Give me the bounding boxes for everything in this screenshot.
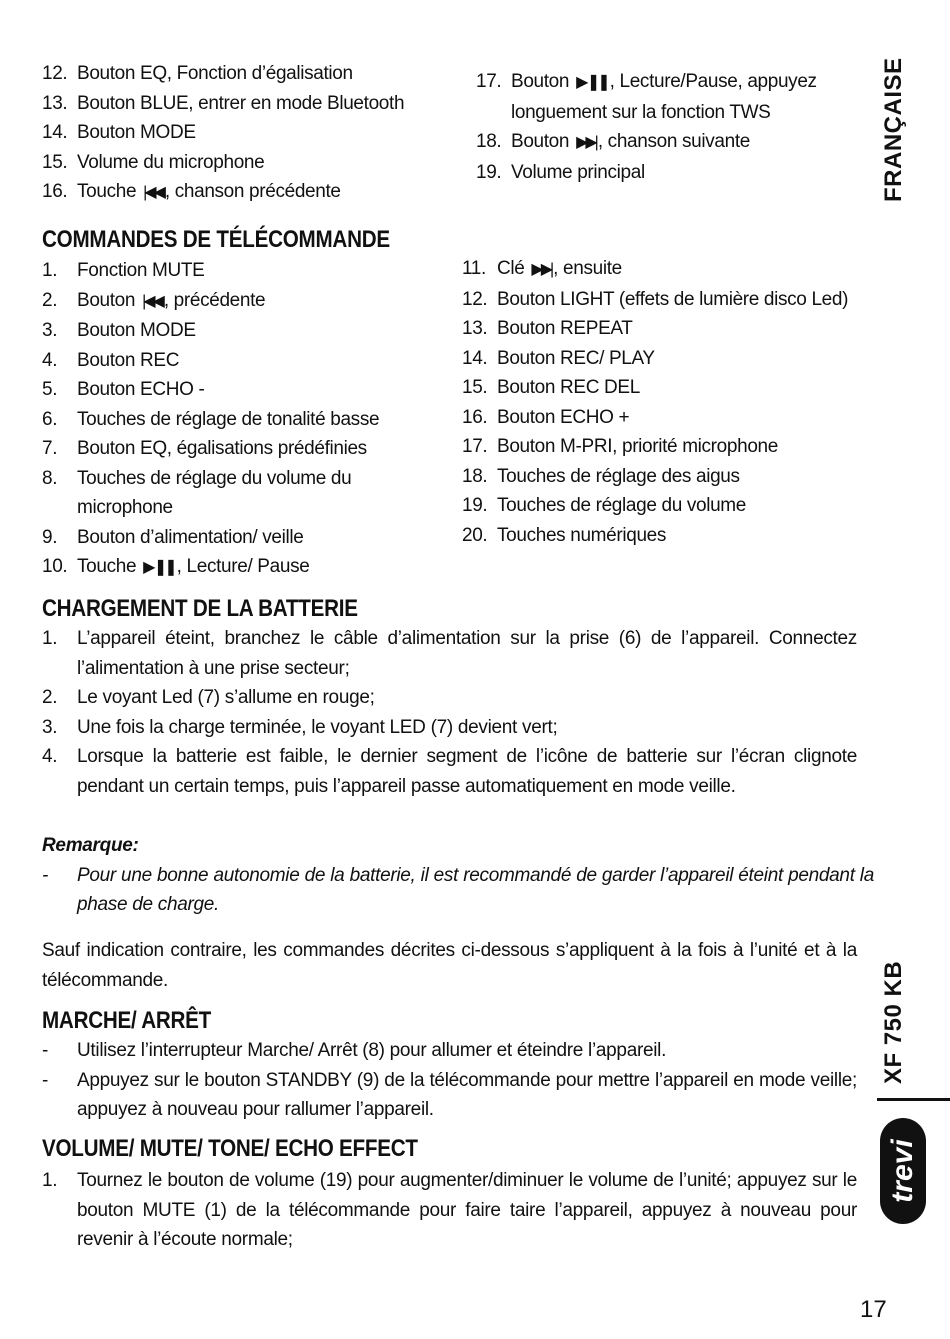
item-text: Appuyez sur le bouton STANDBY (9) de la télécommande pour mettre l’appareil en mode veille; appuyez à nouveau pour rallumer l’appareil. xyxy=(77,1069,857,1120)
item-text-post: , ensuite xyxy=(553,258,622,279)
item-number: 11. xyxy=(462,258,486,279)
list-item xyxy=(42,1036,857,1066)
item-number: 17. xyxy=(476,71,502,92)
item-number: - xyxy=(42,1069,49,1091)
list-item xyxy=(462,314,848,344)
item-number: 15. xyxy=(462,377,488,398)
list-item xyxy=(42,552,379,583)
item-number: 10. xyxy=(42,556,68,577)
list-item xyxy=(462,462,848,492)
list-item xyxy=(462,521,848,551)
list-item xyxy=(42,286,379,317)
list-item xyxy=(42,177,404,208)
list-item xyxy=(476,67,817,98)
item-text xyxy=(77,177,341,208)
item-number: 18. xyxy=(476,131,502,152)
item-number: 5. xyxy=(42,379,58,400)
item-number: 3. xyxy=(42,320,58,341)
item-text: Lorsque la batterie est faible, le dernier segment de l’icône de batterie sur l’écran clignote pendant un certain temps, puis l’appareil passe automatiquement en mode veille. xyxy=(77,746,857,797)
sidebar-divider xyxy=(877,1098,950,1101)
item-number: 1. xyxy=(42,628,58,649)
list-item xyxy=(476,127,817,158)
item-number: 12. xyxy=(462,288,488,310)
item-text: Touches numériques xyxy=(497,524,667,546)
item-text: Bouton MODE xyxy=(77,320,196,341)
item-text-pre: Touche xyxy=(77,181,137,202)
list-item xyxy=(42,624,857,683)
item-text: Bouton ECHO - xyxy=(77,379,205,400)
top-right-list xyxy=(476,67,817,187)
item-text: Bouton REC xyxy=(77,349,180,371)
item-number: 2. xyxy=(42,687,58,708)
list-item xyxy=(42,523,379,553)
list-item xyxy=(42,493,379,523)
battery-heading: CHARGEMENT DE LA BATTERIE xyxy=(42,595,358,622)
item-number: 16. xyxy=(462,406,488,428)
item-text: Touches de réglage du volume du xyxy=(77,467,352,489)
logo-text: trevi xyxy=(886,1139,919,1203)
list-item xyxy=(42,1066,857,1125)
remote-left-list xyxy=(42,256,379,583)
list-item xyxy=(42,118,404,148)
note-dash: - xyxy=(42,864,49,886)
item-text-pre: Touche xyxy=(77,556,137,577)
item-number: 15. xyxy=(42,151,68,173)
item-text: Volume principal xyxy=(511,161,645,183)
item-number: 18. xyxy=(462,465,488,487)
volume-list xyxy=(42,1166,857,1255)
list-item xyxy=(42,346,379,376)
media-button-icon: ▶▶| xyxy=(576,134,596,151)
list-item xyxy=(462,344,848,374)
item-number: 3. xyxy=(42,716,58,738)
list-item xyxy=(462,254,848,285)
list-item xyxy=(42,405,379,435)
item-text: Bouton MODE xyxy=(77,122,196,143)
item-text: Bouton REPEAT xyxy=(497,318,633,339)
note-text: Pour une bonne autonomie de la batterie, il est recommandé de garder l’appareil éteint pendant la phase de charge. xyxy=(77,864,874,915)
item-text-post: , chanson suivante xyxy=(597,131,750,152)
item-number: 14. xyxy=(42,122,68,143)
battery-note xyxy=(42,831,874,920)
model-label: XF 750 KB xyxy=(880,960,907,1084)
list-item xyxy=(42,148,404,178)
language-label: FRANÇAISE xyxy=(880,57,907,202)
list-item xyxy=(42,713,857,743)
media-button-icon: ▶ ❚❚ xyxy=(143,559,175,576)
item-text-pre: Bouton xyxy=(511,131,570,152)
item-number: 19. xyxy=(462,495,488,516)
item-number: 9. xyxy=(42,526,58,548)
list-item xyxy=(42,375,379,405)
item-text-pre: Bouton xyxy=(511,71,570,92)
page-number: 17 xyxy=(860,1296,887,1323)
item-text: Le voyant Led (7) s’allume en rouge; xyxy=(77,687,375,708)
item-text: Bouton LIGHT (effets de lumière disco Led) xyxy=(497,288,849,310)
list-item xyxy=(42,683,857,713)
item-number: 13. xyxy=(462,318,488,339)
list-item xyxy=(462,373,848,403)
list-item xyxy=(42,59,404,89)
item-text-post: , Lecture/Pause, appuyez xyxy=(609,71,817,92)
item-text: Bouton ECHO + xyxy=(497,406,630,428)
item-text-post: , Lecture/ Pause xyxy=(176,556,310,577)
item-number xyxy=(42,493,77,523)
item-text xyxy=(77,286,265,317)
item-text-pre: Clé xyxy=(497,258,525,279)
list-item xyxy=(462,403,848,433)
item-text: Utilisez l’interrupteur Marche/ Arrêt (8) pour allumer et éteindre l’appareil. xyxy=(77,1040,667,1061)
media-button-icon: ▶▶| xyxy=(531,261,552,278)
item-number: 19. xyxy=(476,161,502,183)
item-text: L’appareil éteint, branchez le câble d’alimentation sur la prise (6) de l’appareil. Connectez l’alimentation à une prise secteur; xyxy=(77,628,857,679)
item-number: 2. xyxy=(42,289,58,311)
item-text: Tournez le bouton de volume (19) pour augmenter/diminuer le volume de l’unité; appuyez sur le bouton MUTE (1) de la télécommande pour faire taire l’appareil, appuyez à nouveau pour revenir à l’écoute normale; xyxy=(77,1170,857,1250)
item-text xyxy=(511,67,817,98)
item-text xyxy=(77,552,309,583)
item-number xyxy=(476,98,511,128)
item-number: 12. xyxy=(42,63,68,84)
media-button-icon: |◀◀ xyxy=(143,184,163,201)
power-heading: MARCHE/ ARRÊT xyxy=(42,1007,212,1034)
item-number: 1. xyxy=(42,260,58,281)
list-item xyxy=(462,285,848,315)
item-number: 4. xyxy=(42,746,58,767)
list-item xyxy=(42,256,379,286)
item-number: 17. xyxy=(462,436,488,457)
item-text: Bouton REC DEL xyxy=(497,377,640,398)
item-text: Touches de réglage des aigus xyxy=(497,465,740,487)
list-item xyxy=(42,316,379,346)
item-number: 16. xyxy=(42,181,68,202)
volume-heading: VOLUME/ MUTE/ TONE/ ECHO EFFECT xyxy=(42,1135,418,1162)
item-text: Bouton EQ, Fonction d’égalisation xyxy=(77,63,353,84)
power-list xyxy=(42,1036,857,1125)
item-text: Une fois la charge terminée, le voyant LED (7) devient vert; xyxy=(77,716,558,738)
item-text: Volume du microphone xyxy=(77,151,265,173)
item-number: 1. xyxy=(42,1170,58,1191)
list-item xyxy=(476,158,817,188)
item-number: 13. xyxy=(42,92,68,114)
item-number: 4. xyxy=(42,349,58,371)
item-number: 7. xyxy=(42,438,58,459)
remote-heading: COMMANDES DE TÉLÉCOMMANDE xyxy=(42,226,390,253)
item-text: Bouton d’alimentation/ veille xyxy=(77,526,304,548)
item-text: microphone xyxy=(77,497,173,518)
intro-paragraph: Sauf indication contraire, les commandes décrites ci-dessous s’appliquent à la fois à l’unité et à la télécommande. xyxy=(42,940,857,991)
top-left-list xyxy=(42,59,404,208)
remote-right-list xyxy=(462,254,848,550)
item-text: Bouton M-PRI, priorité microphone xyxy=(497,436,778,457)
list-item xyxy=(42,464,379,494)
list-item xyxy=(42,434,379,464)
item-text-post: , précédente xyxy=(163,289,266,311)
media-button-icon: |◀◀ xyxy=(142,292,162,310)
list-item xyxy=(462,491,848,521)
battery-list xyxy=(42,624,857,801)
item-number: 8. xyxy=(42,467,58,489)
list-item xyxy=(42,1166,857,1255)
item-text-pre: Bouton xyxy=(77,289,136,311)
list-item xyxy=(42,742,857,801)
item-number: 14. xyxy=(462,347,488,369)
item-text: longuement sur la fonction TWS xyxy=(511,101,771,123)
item-text: Bouton REC/ PLAY xyxy=(497,347,655,369)
item-number: 6. xyxy=(42,408,58,430)
note-label: Remarque: xyxy=(42,835,139,856)
item-number: 20. xyxy=(462,524,488,546)
item-number: - xyxy=(42,1040,49,1061)
item-text xyxy=(497,254,622,285)
list-item xyxy=(462,432,848,462)
item-text: Fonction MUTE xyxy=(77,260,205,281)
list-item xyxy=(476,98,817,128)
item-text-post: , chanson précédente xyxy=(164,181,341,202)
item-text: Bouton BLUE, entrer en mode Bluetooth xyxy=(77,92,405,114)
item-text: Bouton EQ, égalisations prédéfinies xyxy=(77,438,367,459)
item-text: Touches de réglage de tonalité basse xyxy=(77,408,380,430)
media-button-icon: ▶ ❚❚ xyxy=(576,74,608,91)
trevi-logo xyxy=(880,1118,926,1224)
list-item xyxy=(42,89,404,119)
item-text: Touches de réglage du volume xyxy=(497,495,746,516)
item-text xyxy=(511,127,750,158)
